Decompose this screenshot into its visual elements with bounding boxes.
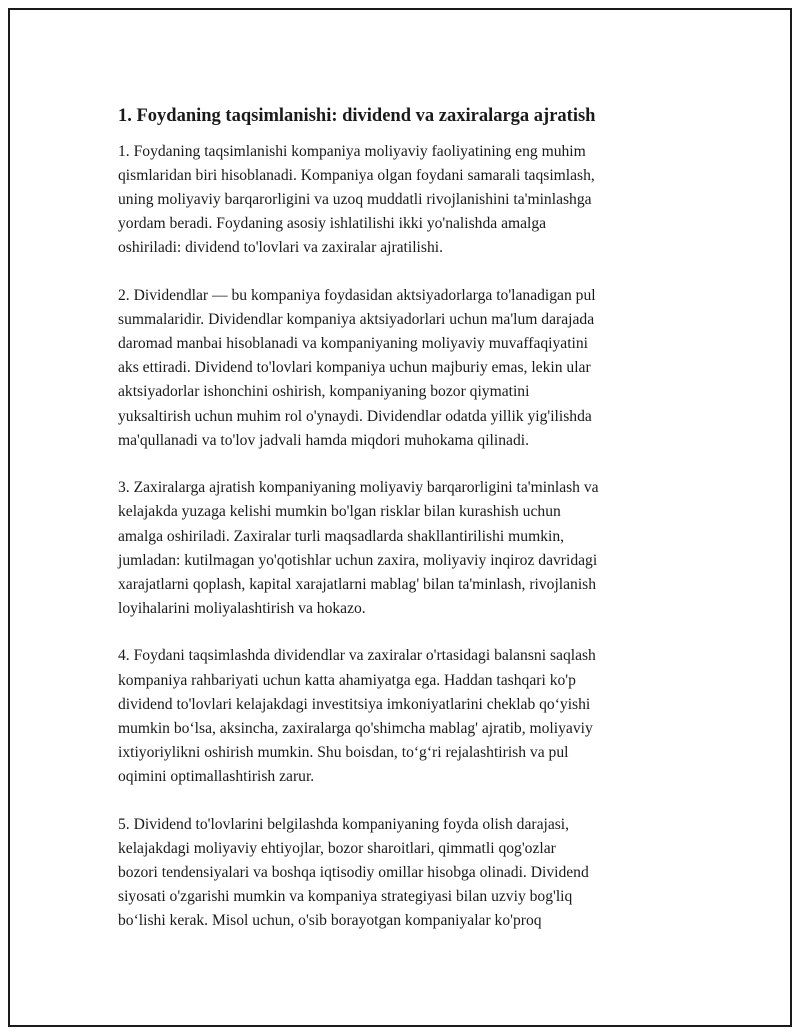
page-frame xyxy=(8,8,792,1027)
text-line: kelajakdagi moliyaviy ehtiyojlar, bozor sharoitlari, qimmatli qog'ozlar xyxy=(118,839,556,857)
text-line: 4. Foydani taqsimlashda dividendlar va zaxiralar o'rtasidagi balansni saqlash xyxy=(118,647,596,665)
text-line: bozori tendensiyalari va boshqa iqtisodiy omillar hisobga olinadi. Dividend xyxy=(118,863,589,881)
text-line: daromad manbai hisoblanadi va kompaniyaning moliyaviy muvaffaqiyatini xyxy=(118,335,589,353)
text-line: 2. Dividendlar — bu kompaniya foydasidan aktsiyadorlarga to'lanadigan pul xyxy=(118,287,596,305)
text-line: kompaniya rahbariyati uchun katta ahamiyatga ega. Haddan tashqari ko'p xyxy=(118,671,576,689)
paragraph-2 xyxy=(118,284,704,453)
text-line: uning moliyaviy barqarorligini va uzoq muddatli rivojlanishini ta'minlashga xyxy=(118,191,592,209)
text-line: 1. Foydaning taqsimlanishi kompaniya moliyaviy faoliyatining eng muhim xyxy=(118,143,586,160)
text-line: aktsiyadorlar ishonchini oshirish, kompaniyaning bozor qiymatini xyxy=(118,383,530,401)
document-title: 1. Foydaning taqsimlanishi: dividend va zaxiralarga ajratish xyxy=(118,106,596,126)
text-line: jumladan: kutilmagan yo'qotishlar uchun zaxira, moliyaviy inqiroz davridagi xyxy=(118,551,598,569)
text-line: yordam beradi. Foydaning asosiy ishlatilishi ikki yo'nalishda amalga xyxy=(118,215,547,233)
text-line: mumkin bo‘lsa, aksincha, zaxiralarga qo'shimcha mablag' ajratib, moliyaviy xyxy=(118,719,593,737)
text-line: xarajatlarni qoplash, kapital xarajatlarni mablag' bilan ta'minlash, rivojlanish xyxy=(118,575,597,593)
text-line: dividend to'lovlari kelajakdagi investitsiya imkoniyatlarini cheklab qo‘yishi xyxy=(118,695,591,713)
document-body xyxy=(118,104,704,957)
text-line: summalaridir. Dividendlar kompaniya aktsiyadorlari uchun ma'lum darajada xyxy=(118,311,595,329)
paragraph-4 xyxy=(118,644,704,789)
text-line: aks ettiradi. Dividend to'lovlari kompaniya uchun majburiy emas, lekin ular xyxy=(118,359,591,377)
text-line: loyihalarini moliyalashtirish va hokazo. xyxy=(118,599,366,617)
text-line: amalga oshiriladi. Zaxiralar turli maqsadlarda shakllantirilishi mumkin, xyxy=(118,527,565,545)
text-line: 5. Dividend to'lovlarini belgilashda kompaniyaning foyda olish darajasi, xyxy=(118,815,570,833)
paragraph-1 xyxy=(118,140,704,260)
text-line: siyosati o'zgarishi mumkin va kompaniya strategiyasi bilan uzviy bog'liq xyxy=(118,887,573,905)
text-line: yuksaltirish uchun muhim rol o'ynaydi. Dividendlar odatda yillik yig'ilishda xyxy=(118,407,592,425)
text-line: bo‘lishi kerak. Misol uchun, o'sib borayotgan kompaniyalar ko'proq xyxy=(118,912,542,929)
text-line: oqimini optimallashtirish zarur. xyxy=(118,767,315,785)
text-line: ixtiyoriylikni oshirish mumkin. Shu boisdan, to‘g‘ri rejalashtirish va pul xyxy=(118,743,569,761)
paragraph-3 xyxy=(118,476,704,621)
paragraph-5 xyxy=(118,813,704,933)
text-line: qismlaridan biri hisoblanadi. Kompaniya olgan foydani samarali taqsimlash, xyxy=(118,167,595,185)
text-line: 3. Zaxiralarga ajratish kompaniyaning moliyaviy barqarorligini ta'minlash va xyxy=(118,479,599,497)
text-line: oshiriladi: dividend to'lovlari va zaxiralar ajratilishi. xyxy=(118,239,443,257)
text-line: ma'qullanadi va to'lov jadvali hamda miqdori muhokama qilinadi. xyxy=(118,431,529,449)
text-line: kelajakda yuzaga kelishi mumkin bo'lgan risklar bilan kurashish uchun xyxy=(118,503,561,521)
